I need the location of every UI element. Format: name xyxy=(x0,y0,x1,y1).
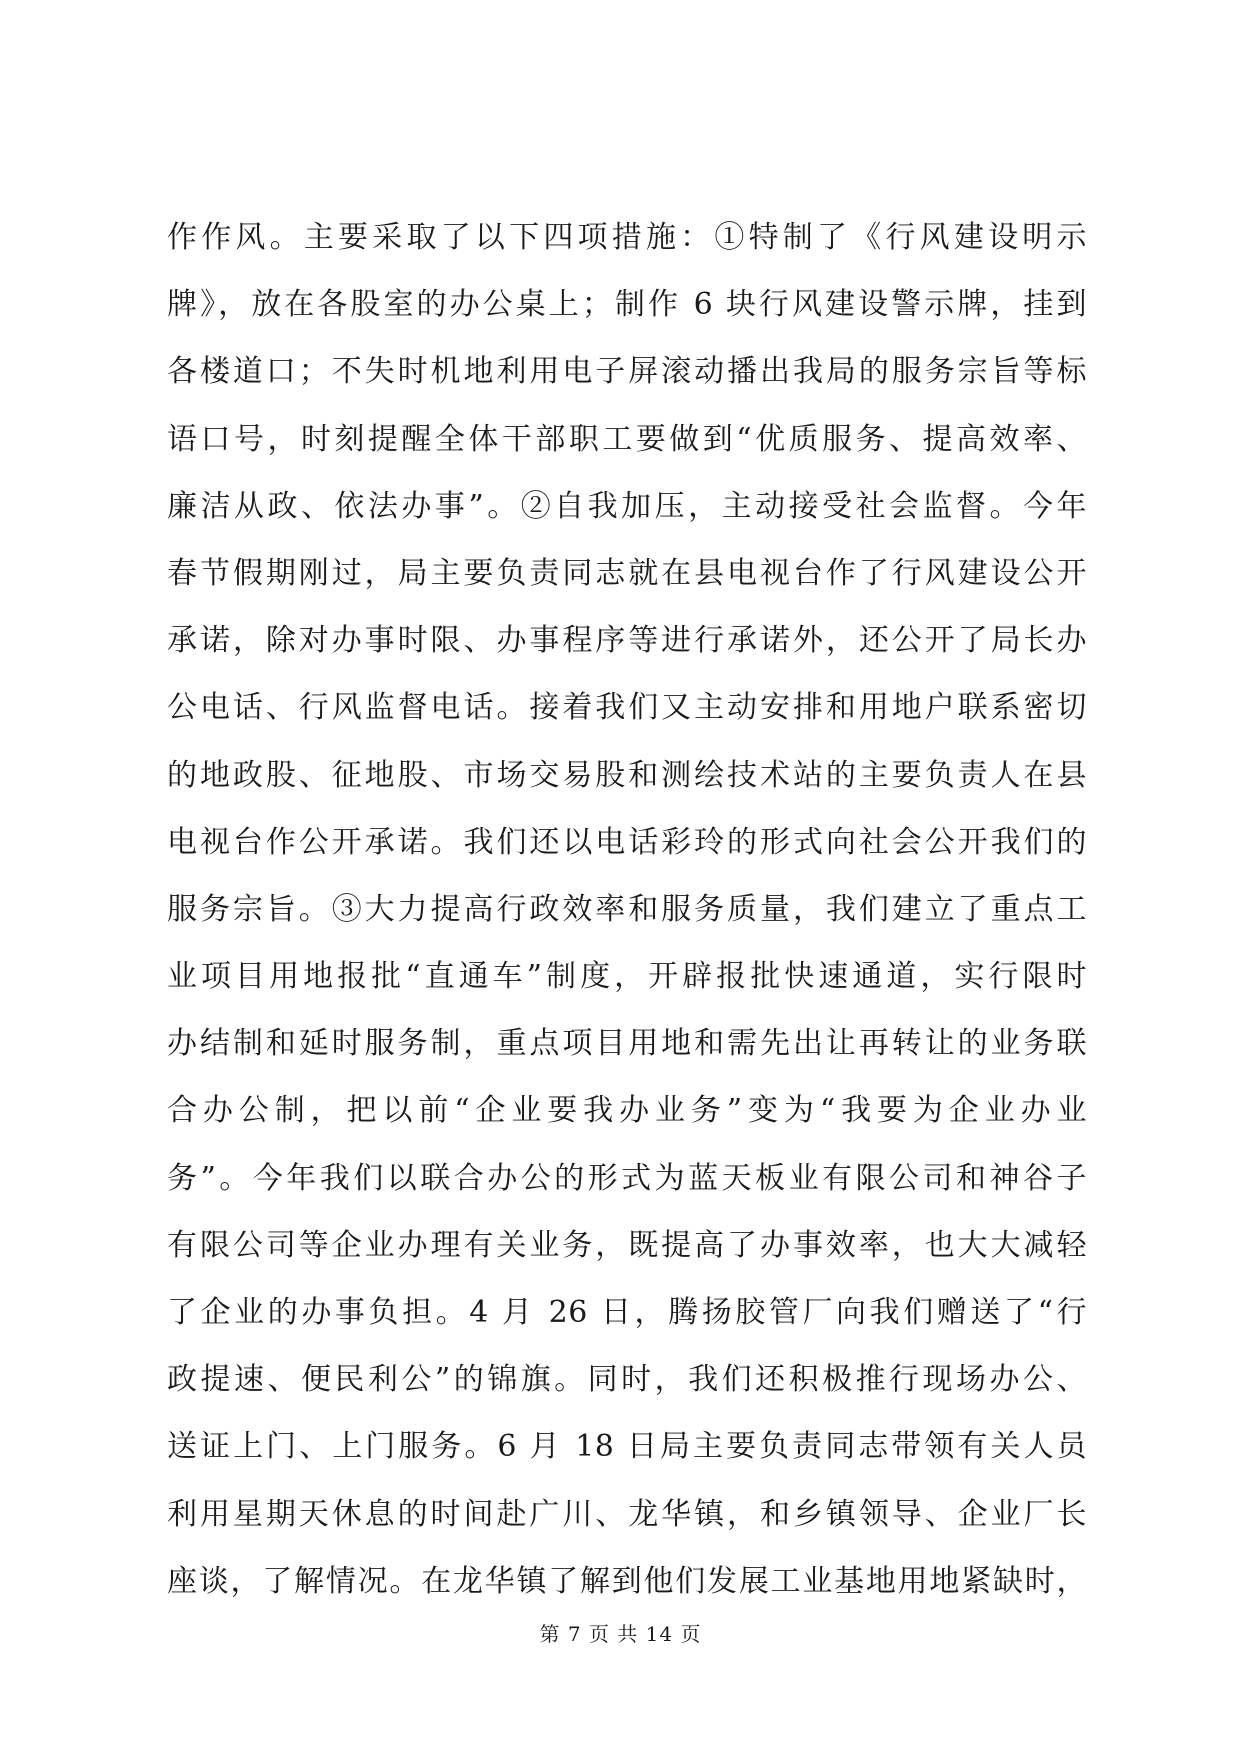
page-number-footer: 第 7 页 共 14 页 xyxy=(539,1622,702,1646)
text-line: 语口号，时刻提醒全体干部职工要做到“优质服务、提高效率、 xyxy=(167,421,1087,457)
text-line: 了企业的办事负担。4 月 26 日，腾扬胶管厂向我们赠送了“行 xyxy=(167,1295,1087,1330)
text-line: 公电话、行风监督电话。接着我们又主动安排和用地户联系密切 xyxy=(167,690,1087,726)
text-line: 政提速、便民利公”的锦旗。同时，我们还积极推行现场办公、 xyxy=(167,1362,1087,1398)
text-line: 办结制和延时服务制，重点项目用地和需先出让再转让的业务联 xyxy=(167,1026,1087,1062)
text-line: 合办公制，把以前“企业要我办业务”变为“我要为企业办业 xyxy=(167,1093,1087,1129)
text-line: 各楼道口；不失时机地利用电子屏滚动播出我局的服务宗旨等标 xyxy=(167,354,1087,390)
text-line: 的地政股、征地股、市场交易股和测绘技术站的主要负责人在县 xyxy=(167,757,1087,793)
text-line: 服务宗旨。③大力提高行政效率和服务质量，我们建立了重点工 xyxy=(167,891,1087,927)
text-line: 承诺，除对办事时限、办事程序等进行承诺外，还公开了局长办 xyxy=(167,623,1087,659)
text-line: 有限公司等企业办理有关业务，既提高了办事效率，也大大减轻 xyxy=(167,1227,1087,1263)
text-line: 业项目用地报批“直通车”制度，开辟报批快速通道，实行限时 xyxy=(167,959,1087,995)
text-line: 牌》，放在各股室的办公桌上；制作 6 块行风建设警示牌，挂到 xyxy=(167,287,1087,323)
text-line: 春节假期刚过，局主要负责同志就在县电视台作了行风建设公开 xyxy=(167,555,1087,591)
text-line: 利用星期天休息的时间赴广川、龙华镇，和乡镇领导、企业厂长 xyxy=(167,1496,1087,1532)
text-line: 廉洁从政、依法办事”。②自我加压，主动接受社会监督。今年 xyxy=(167,488,1087,524)
text-line: 务”。今年我们以联合办公的形式为蓝天板业有限公司和神谷子 xyxy=(167,1160,1087,1196)
body-text xyxy=(167,204,1087,1615)
text-line: 座谈，了解情况。在龙华镇了解到他们发展工业基地用地紧缺时， xyxy=(167,1563,1087,1599)
text-line: 电视台作公开承诺。我们还以电话彩玲的形式向社会公开我们的 xyxy=(167,824,1087,860)
text-line: 送证上门、上门服务。6 月 18 日局主要负责同志带领有关人员 xyxy=(167,1429,1087,1465)
text-line: 作作风。主要采取了以下四项措施：①特制了《行风建设明示 xyxy=(167,220,1087,255)
